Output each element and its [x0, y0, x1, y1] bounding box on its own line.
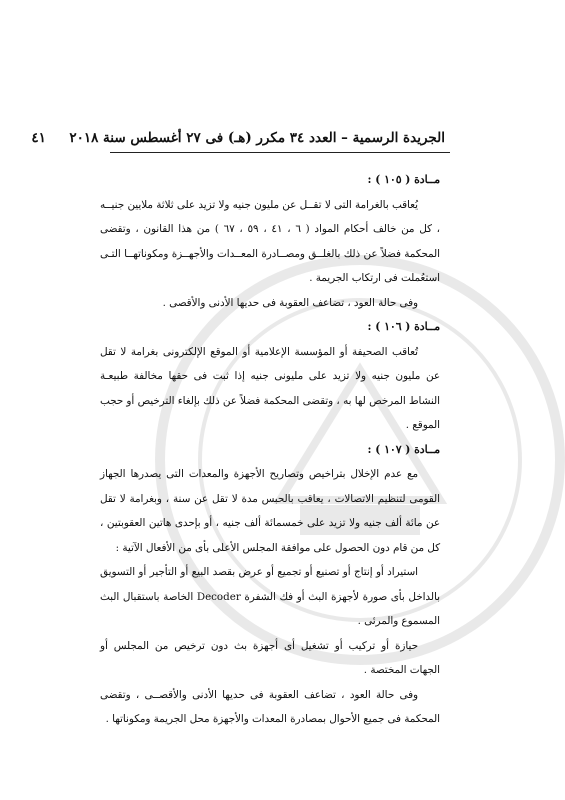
page-number: ٤١ [31, 130, 46, 146]
header-title: الجريدة الرسمية – العدد ٣٤ مكرر (هـ) فى ٢٧ أغسطس سنة ٢٠١٨ [69, 130, 445, 146]
article-paragraph: يُعاقب بالغرامة التى لا تقــل عن مليون جنيه ولا تزيد على ثلاثة ملايين جنيــه ، كل من خالف أحكام المواد ( ٦ ، ٤١ ، ٥٩ ، ٦٧ ) من هذا القانون ، وتقضى المحكمة فضلاً عن ذلك بالغلــق ومصــادرة المعــدات والأجهــزة ومكوناتهــا التـى استعُملت فى ارتكاب الجريمة . [100, 198, 440, 284]
article-heading: مــادة ( ١٠٦ ) : [367, 320, 440, 333]
header-rule [110, 152, 450, 153]
article-paragraph: استيراد أو إنتاج أو تصنيع أو تجميع أو عرض بقصد البيع أو التأجير أو التسويق بالداخل بأى صورة لأجهزة البث أو فك الشفرة Decoder الخاصة باستقبال البث المسموع والمرئى . [100, 566, 440, 627]
article-paragraph: حيازة أو تركيب أو تشغيل أى أجهزة بث دون ترخيص من المجلس أو الجهات المختصة . [100, 639, 440, 676]
article-heading: مــادة ( ١٠٧ ) : [367, 442, 440, 456]
article-heading: مــادة ( ١٠٥ ) : [367, 173, 440, 186]
article-paragraph: مع عدم الإخلال بتراخيص وتصاريح الأجهزة والمعدات التى يصدرها الجهاز القومى لتنظيم الاتصالات ، يعاقب بالحبس مدة لا تقل عن سنة ، وبغرامة لا تقل عن مائة ألف جنيه ولا تزيد على خمسمائة ألف جنيه ، أو بإحدى هاتين العقوبتين ، كل من قام دون الحصول على موافقة المجلس الأعلى بأى من الأفعال الآتية : [100, 468, 440, 554]
article-paragraph: وفى حالة العود ، تضاعف العقوبة فى حديها الأدنى والأقصــى ، وتقضى المحكمة فى جميع الأحوال بمصادرة المعدات والأجهزة محل الجريمة ومكوناتها . [100, 688, 440, 725]
page-header [31, 130, 445, 146]
article-paragraph: تُعاقب الصحيفة أو المؤسسة الإعلامية أو الموقع الإلكترونى بغرامة لا تقل عن مليون جنيه ولا تزيد على مليونى جنيه إذا ثبت فى حقها مخالفة طبيعـة النشاط المرخص لها به ، وتقضى المحكمة فضلاً عن ذلك بإلغاء الترخيص أو حجب الموقع . [100, 345, 440, 431]
article-paragraph: وفى حالة العود ، تضاعف العقوبة فى حديها الأدنى والأقصى . [162, 296, 418, 309]
document-body [100, 168, 440, 732]
